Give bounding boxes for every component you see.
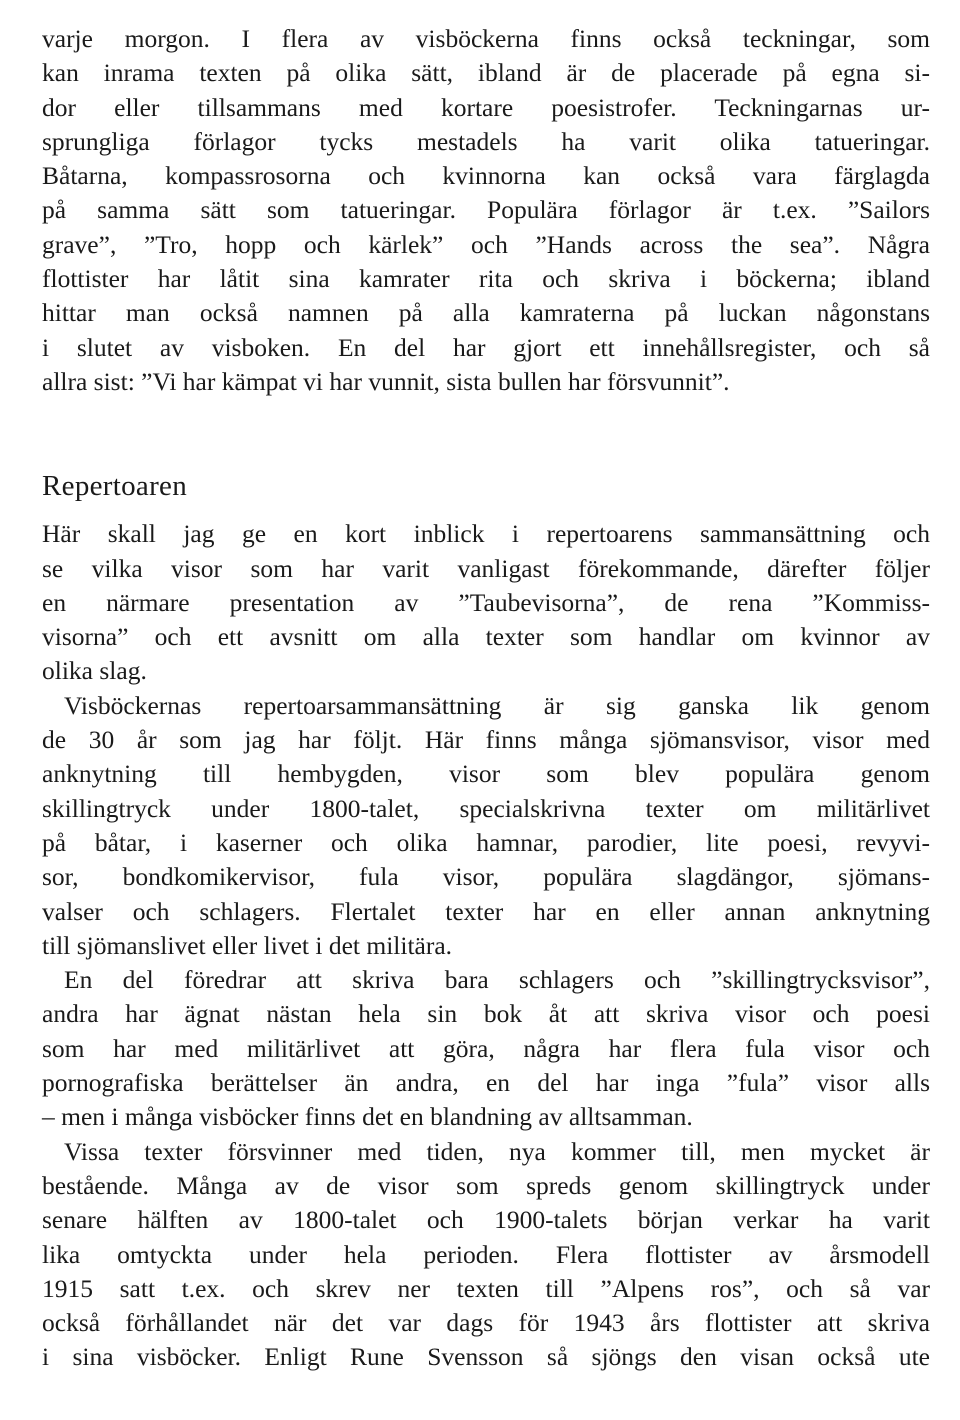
section-spacer (42, 399, 930, 469)
text-line: andra har ägnat nästan hela sin bok åt att skriva visor och poesi (42, 999, 930, 1029)
text-line: Båtarna, kompassrosorna och kvinnorna kan också vara färglagda (42, 161, 930, 191)
text-line: 1915 satt t.ex. och skrev ner texten till ”Alpens ros”, och så var (42, 1273, 930, 1303)
text-line: Vissa texter försvinner med tiden, nya kommer till, men mycket är (64, 1136, 930, 1166)
paragraph-4 (42, 1135, 930, 1375)
text-line: de 30 år som jag har följt. Här finns många sjömansvisor, visor med (42, 725, 930, 755)
paragraph-2 (42, 689, 930, 963)
text-line: varje morgon. I flera av visböckerna finns också teckningar, som (42, 24, 930, 53)
text-line: – men i många visböcker finns det en blandning av alltsamman. (42, 1102, 693, 1132)
text-line: på samma sätt som tatueringar. Populära förlagor är t.ex. ”Sailors (42, 195, 930, 225)
intro-paragraph (42, 22, 930, 399)
text-line: visorna” och ett avsnitt om alla texter som handlar om kvinnor av (42, 622, 930, 652)
text-line: skillingtryck under 1800-talet, specialskrivna texter om militärlivet (42, 793, 930, 823)
text-line: bestående. Många av de visor som spreds genom skillingtryck under (42, 1170, 930, 1200)
text-line: sprungliga förlagor tycks mestadels ha varit olika tatueringar. (42, 126, 930, 156)
text-line: valser och schlagers. Flertalet texter har en eller annan anknytning (42, 896, 930, 926)
text-line: hittar man också namnen på alla kamraterna på luckan någonstans (42, 298, 930, 328)
text-line: En del föredrar att skriva bara schlagers och ”skillingtrycksvisor”, (64, 965, 930, 995)
text-line: flottister har låtit sina kamrater rita och skriva i böckerna; ibland (42, 264, 930, 294)
text-line: sor, bondkomikervisor, fula visor, populära slagdängor, sjömans- (42, 862, 930, 892)
text-line: kan inrama texten på olika sätt, ibland är de placerade på egna si- (42, 58, 930, 88)
text-line: till sjömanslivet eller livet i det militära. (42, 930, 453, 960)
text-line: i sina visböcker. Enligt Rune Svensson så sjöngs den visan också ute (42, 1342, 930, 1372)
text-line: grave”, ”Tro, hopp och kärlek” och ”Hands across the sea”. Några (42, 229, 930, 259)
text-line: pornografiska berättelser än andra, en del har inga ”fula” visor alls (42, 1068, 930, 1098)
text-line: en närmare presentation av ”Taubevisorna”, de rena ”Kommiss- (42, 587, 930, 617)
paragraph-3 (42, 963, 930, 1134)
text-line: i slutet av visboken. En del har gjort ett innehållsregister, och så (42, 332, 930, 362)
text-line: dor eller tillsammans med kortare poesistrofer. Teckningarnas ur- (42, 92, 930, 122)
text-line: olika slag. (42, 656, 147, 686)
document-page (42, 22, 930, 1375)
section-heading: Repertoaren (42, 470, 188, 503)
text-line: som har med militärlivet att göra, några har flera fula visor och (42, 1033, 930, 1063)
paragraph-1 (42, 517, 930, 688)
text-line: anknytning till hembygden, visor som blev populära genom (42, 759, 930, 789)
text-line: lika omtyckta under hela perioden. Flera flottister av årsmodell (42, 1239, 930, 1269)
text-line: på båtar, i kaserner och olika hamnar, parodier, lite poesi, revyvi- (42, 827, 930, 857)
text-line: se vilka visor som har varit vanligast förekommande, därefter följer (42, 553, 930, 583)
text-line: Här skall jag ge en kort inblick i repertoarens sammansättning och (42, 519, 930, 549)
text-line: allra sist: ”Vi har kämpat vi har vunnit, sista bullen har försvunnit”. (42, 366, 730, 396)
text-line: Visböckernas repertoarsammansättning är sig ganska lik genom (64, 690, 930, 720)
text-line: senare hälften av 1800-talet och 1900-talets början verkar ha varit (42, 1205, 930, 1235)
text-line: också förhållandet när det var dags för 1943 års flottister att skriva (42, 1308, 930, 1338)
